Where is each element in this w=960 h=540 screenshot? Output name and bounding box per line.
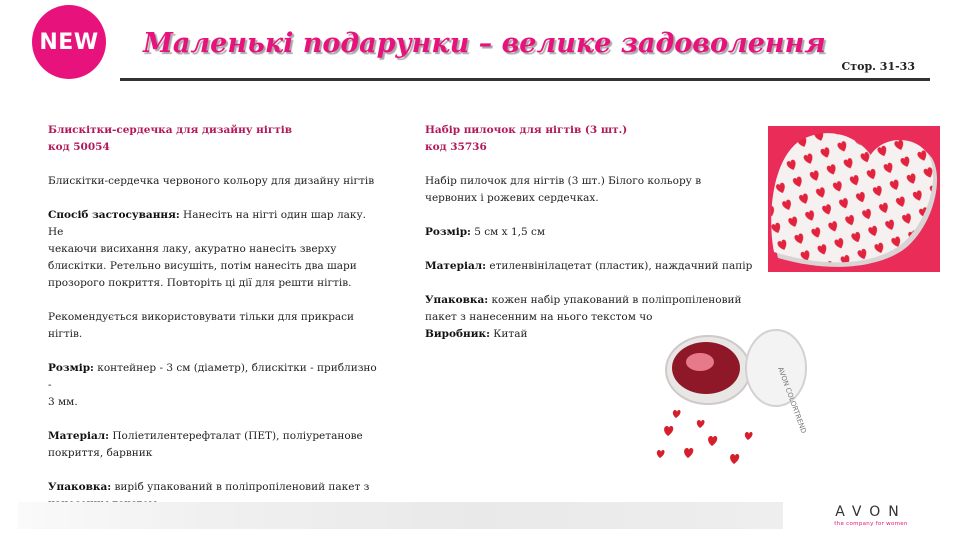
brand-tagline: the company for women <box>834 521 908 527</box>
packaging-label: Упаковка: <box>48 481 112 493</box>
material-label: Матеріал: <box>48 430 110 442</box>
size-text: контейнер - 3 см (діаметр), блискітки - приблизно - <box>48 362 377 391</box>
size-line <box>48 360 383 394</box>
product-left-description <box>48 122 383 530</box>
material-line <box>425 258 755 275</box>
nail-file-set-image <box>768 126 940 272</box>
page-reference: Стор. 31-33 <box>841 60 915 73</box>
heart-glitter-jar-image <box>648 318 820 478</box>
brand-name: AVON <box>835 504 907 520</box>
usage-line: блискітки. Ретельно висушіть, потім нанесіть два шари <box>48 260 357 272</box>
usage-text: Нанесіть на нігті один шар лаку. Не <box>48 209 366 238</box>
material-line: покриття, барвник <box>48 447 153 459</box>
product-title: Блискітки-сердечка для дизайну нігтів <box>48 124 293 136</box>
page-title: Маленькі подарунки – велике задоволення <box>143 28 826 59</box>
packaging-label: Упаковка: <box>425 294 489 306</box>
usage-line: чекаючи висихання лаку, акуратно нанесіть зверху <box>48 243 337 255</box>
product-description: Блискітки-сердечка червоного кольору для дизайну нігтів <box>48 175 375 187</box>
packaging-line <box>425 292 755 309</box>
usage-line: прозорого покриття. Повторіть ці дії для решти нігтів. <box>48 277 352 289</box>
product-description: червоних і рожевих сердечках. <box>425 192 599 204</box>
size-label: Розмір: <box>425 226 471 238</box>
usage-line <box>48 207 383 241</box>
product-code: код 50054 <box>48 141 110 153</box>
product-title: Набір пилочок для нігтів (3 шт.) <box>425 124 628 136</box>
recommendation-line: нігтів. <box>48 328 83 340</box>
size-text: 5 см x 1,5 см <box>470 226 546 238</box>
packaging-text: кожен набір упакований в поліпропіленовий <box>488 294 742 306</box>
footer-bar <box>18 502 783 529</box>
svg-text:AVON COLORTREND: AVON COLORTREND <box>776 365 808 435</box>
material-text: Поліетилентерефталат (ПЕТ), поліуретанове <box>109 430 363 442</box>
size-line <box>425 224 755 241</box>
maker-text: Китай <box>489 328 528 340</box>
size-line: 3 мм. <box>48 396 78 408</box>
header-divider <box>120 78 930 81</box>
usage-label: Спосіб застосування: <box>48 209 180 221</box>
size-label: Розмір: <box>48 362 94 374</box>
material-text: етиленвінілацетат (пластик), наждачний папір <box>486 260 753 272</box>
material-label: Матеріал: <box>425 260 487 272</box>
packaging-line: пакет з нанесенним на нього текстом чо <box>425 311 653 323</box>
material-line <box>48 428 383 445</box>
product-right-description <box>425 122 755 343</box>
new-badge <box>32 5 106 79</box>
packaging-line <box>48 479 383 496</box>
maker-label: Виробник: <box>425 328 490 340</box>
recommendation-line: Рекомендується використовувати тільки для прикраси <box>48 311 355 323</box>
product-code: код 35736 <box>425 141 487 153</box>
packaging-text: виріб упакований в поліпропіленовий пакет з <box>111 481 370 493</box>
product-description: Набір пилочок для нігтів (3 шт.) Білого кольору в <box>425 175 702 187</box>
new-badge-text: NEW <box>39 29 99 55</box>
avon-logo <box>796 502 946 532</box>
